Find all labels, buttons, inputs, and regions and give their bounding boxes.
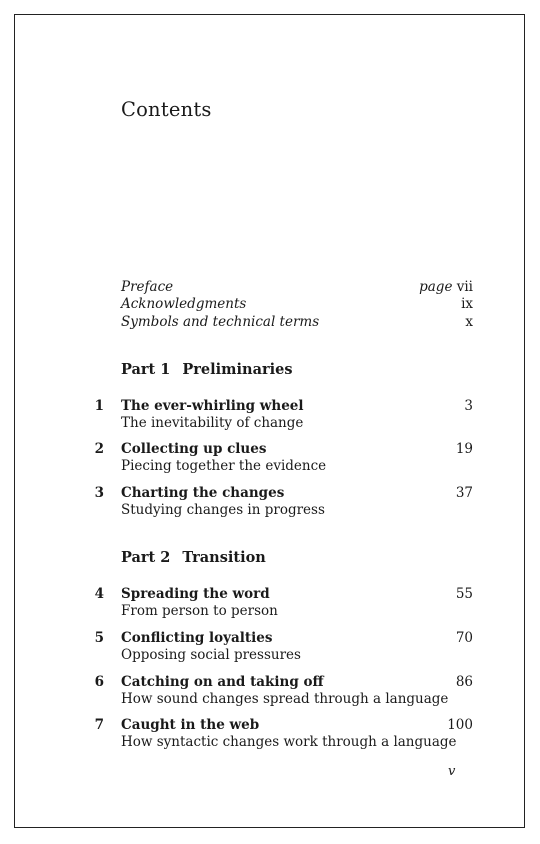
front-matter-title: Acknowledgments: [121, 296, 247, 312]
front-matter-title: Symbols and technical terms: [121, 314, 320, 330]
chapter-subtitle: Piecing together the evidence: [121, 458, 327, 474]
chapter-number: 5: [94, 630, 104, 646]
chapter-number: 2: [94, 441, 104, 457]
chapter-number: 4: [94, 586, 104, 602]
chapter-entry-4: [90, 586, 473, 622]
part-name: Transition: [182, 549, 266, 566]
chapter-subtitle: How sound changes spread through a language: [121, 691, 449, 707]
part-heading-2: [121, 549, 266, 566]
chapter-subtitle: The inevitability of change: [121, 415, 304, 431]
page-folio: v: [448, 764, 456, 779]
chapter-number: 6: [94, 674, 104, 690]
front-matter-page: [419, 279, 473, 295]
chapter-entry-2: [90, 441, 473, 477]
front-matter-preface: [121, 279, 473, 295]
chapter-page: 70: [455, 630, 473, 646]
chapter-page: 100: [447, 717, 473, 733]
chapter-entry-3: [90, 485, 473, 521]
front-matter-acknowledgments: [121, 296, 473, 312]
chapter-number: 1: [94, 398, 104, 414]
part-label: Part 2: [121, 549, 171, 566]
chapter-title: Spreading the word: [121, 586, 270, 602]
front-matter-title: Preface: [121, 279, 174, 295]
chapter-entry-7: [90, 717, 473, 753]
chapter-page: 55: [455, 586, 473, 602]
chapter-title: Catching on and taking off: [121, 674, 324, 690]
chapter-subtitle: From person to person: [121, 603, 278, 619]
chapter-page: 19: [455, 441, 473, 457]
chapter-title: Conflicting loyalties: [121, 630, 273, 646]
part-heading-1: [121, 361, 293, 378]
part-label: Part 1: [121, 361, 171, 378]
front-matter-page: x: [465, 314, 473, 330]
chapter-page: 37: [455, 485, 473, 501]
chapter-subtitle: How syntactic changes work through a language: [121, 734, 457, 750]
chapter-page: 86: [455, 674, 473, 690]
chapter-page: 3: [464, 398, 473, 414]
chapter-entry-6: [90, 674, 473, 710]
chapter-title: Caught in the web: [121, 717, 260, 733]
chapter-number: 3: [94, 485, 104, 501]
page-number: vii: [456, 279, 473, 295]
chapter-entry-1: [90, 398, 473, 434]
chapter-subtitle: Opposing social pressures: [121, 647, 301, 663]
chapter-title: The ever-whirling wheel: [121, 398, 304, 414]
part-name: Preliminaries: [182, 361, 293, 378]
contents-heading: Contents: [121, 98, 212, 121]
chapter-title: Collecting up clues: [121, 441, 267, 457]
page-prefix: page: [419, 279, 453, 295]
chapter-number: 7: [94, 717, 104, 733]
chapter-title: Charting the changes: [121, 485, 285, 501]
front-matter-symbols: [121, 314, 473, 330]
front-matter-page: ix: [461, 296, 473, 312]
chapter-subtitle: Studying changes in progress: [121, 502, 325, 518]
chapter-entry-5: [90, 630, 473, 666]
